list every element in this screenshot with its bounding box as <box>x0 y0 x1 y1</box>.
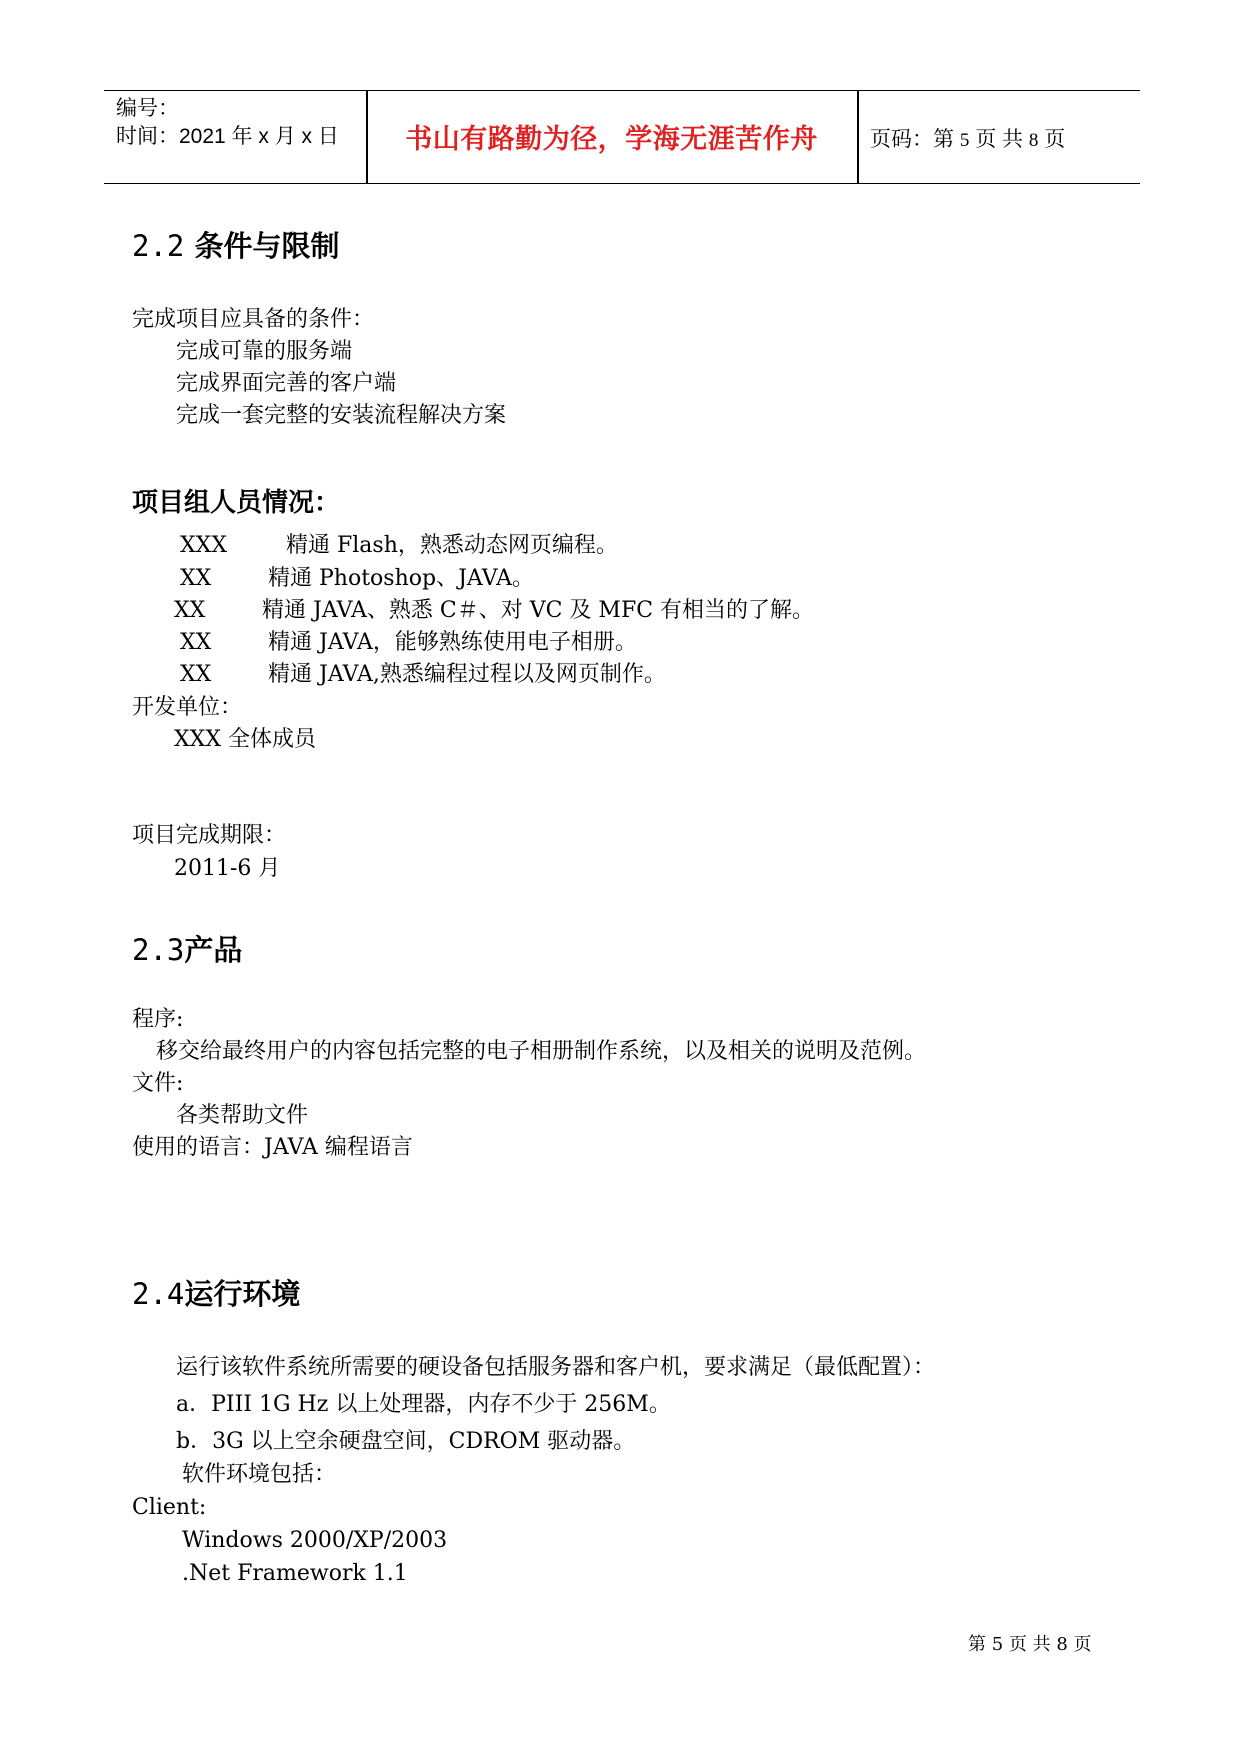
section-title: 条件与限制 <box>194 229 340 263</box>
header-divider <box>857 91 859 183</box>
client-item: Windows 2000/XP/2003 <box>182 1528 448 1553</box>
docs-label: 文件: <box>132 1071 184 1096</box>
conditions-label: 完成项目应具备的条件： <box>132 307 375 332</box>
dev-unit-label: 开发单位： <box>132 695 243 720</box>
condition-item: 完成一套完整的安装流程解决方案 <box>176 403 507 428</box>
section-heading-2-3 <box>132 928 242 969</box>
header-number-label: 编号： <box>116 97 179 120</box>
section-number: 2.2 <box>132 229 185 263</box>
header-page-mid: 页 共 <box>975 128 1024 151</box>
header-page-prefix: 页码：第 <box>870 128 954 151</box>
team-member-desc: 精通 JAVA、熟悉 C＃、对 VC 及 MFC 有相当的了解。 <box>262 598 815 623</box>
header-motto: 书山有路勤为径，学海无涯苦作舟 <box>405 124 818 155</box>
header-meta <box>116 95 339 151</box>
header-page-suffix: 页 <box>1044 128 1066 151</box>
header-time-label: 时间：2021 年 x 月 x 日 <box>116 125 339 148</box>
client-item: .Net Framework 1.1 <box>182 1561 408 1586</box>
condition-item: 完成可靠的服务端 <box>176 339 353 364</box>
team-member-name: XXX <box>180 533 227 558</box>
condition-item: 完成界面完善的客户端 <box>176 371 397 396</box>
page-header <box>104 90 1140 184</box>
header-page-number: 5 <box>959 130 970 151</box>
program-desc: 移交给最终用户的内容包括完整的电子相册制作系统，以及相关的说明及范例。 <box>156 1039 927 1064</box>
team-member-name: XX <box>180 662 212 687</box>
team-heading: 项目组人员情况： <box>132 488 341 518</box>
section-number: 2.4 <box>132 1277 185 1311</box>
program-label: 程序: <box>132 1007 184 1032</box>
hardware-item-a: a．PIII 1G Hz 以上处理器，内存不少于 256M。 <box>176 1392 671 1417</box>
team-member-name: XX <box>174 598 206 623</box>
team-member-desc: 精通 Flash，熟悉动态网页编程。 <box>286 533 618 558</box>
team-member-desc: 精通 Photoshop、JAVA。 <box>268 566 534 591</box>
team-member-name: XX <box>180 566 212 591</box>
software-intro: 软件环境包括： <box>182 1462 337 1487</box>
header-page-total: 8 <box>1028 130 1039 151</box>
section-heading-2-2 <box>132 224 340 265</box>
header-page-info <box>870 123 1065 153</box>
hardware-item-b: b．3G 以上空余硬盘空间，CDROM 驱动器。 <box>176 1429 636 1454</box>
dev-unit-value: XXX 全体成员 <box>174 727 316 752</box>
hardware-intro: 运行该软件系统所需要的硬设备包括服务器和客户机，要求满足（最低配置）： <box>176 1355 936 1380</box>
client-label: Client: <box>132 1495 207 1520</box>
section-title: 产品 <box>184 933 243 967</box>
section-number: 2.3 <box>132 933 185 967</box>
section-title: 运行环境 <box>184 1277 301 1311</box>
team-member-desc: 精通 JAVA，能够熟练使用电子相册。 <box>268 630 637 655</box>
deadline-label: 项目完成期限： <box>132 823 287 848</box>
deadline-value: 2011-6 月 <box>174 856 281 881</box>
team-member-name: XX <box>180 630 212 655</box>
docs-desc: 各类帮助文件 <box>176 1103 309 1128</box>
team-member-desc: 精通 JAVA,熟悉编程过程以及网页制作。 <box>268 662 666 687</box>
language-line: 使用的语言：JAVA 编程语言 <box>132 1135 413 1160</box>
page-footer: 第 5 页 共 8 页 <box>968 1634 1092 1655</box>
section-heading-2-4 <box>132 1272 300 1313</box>
